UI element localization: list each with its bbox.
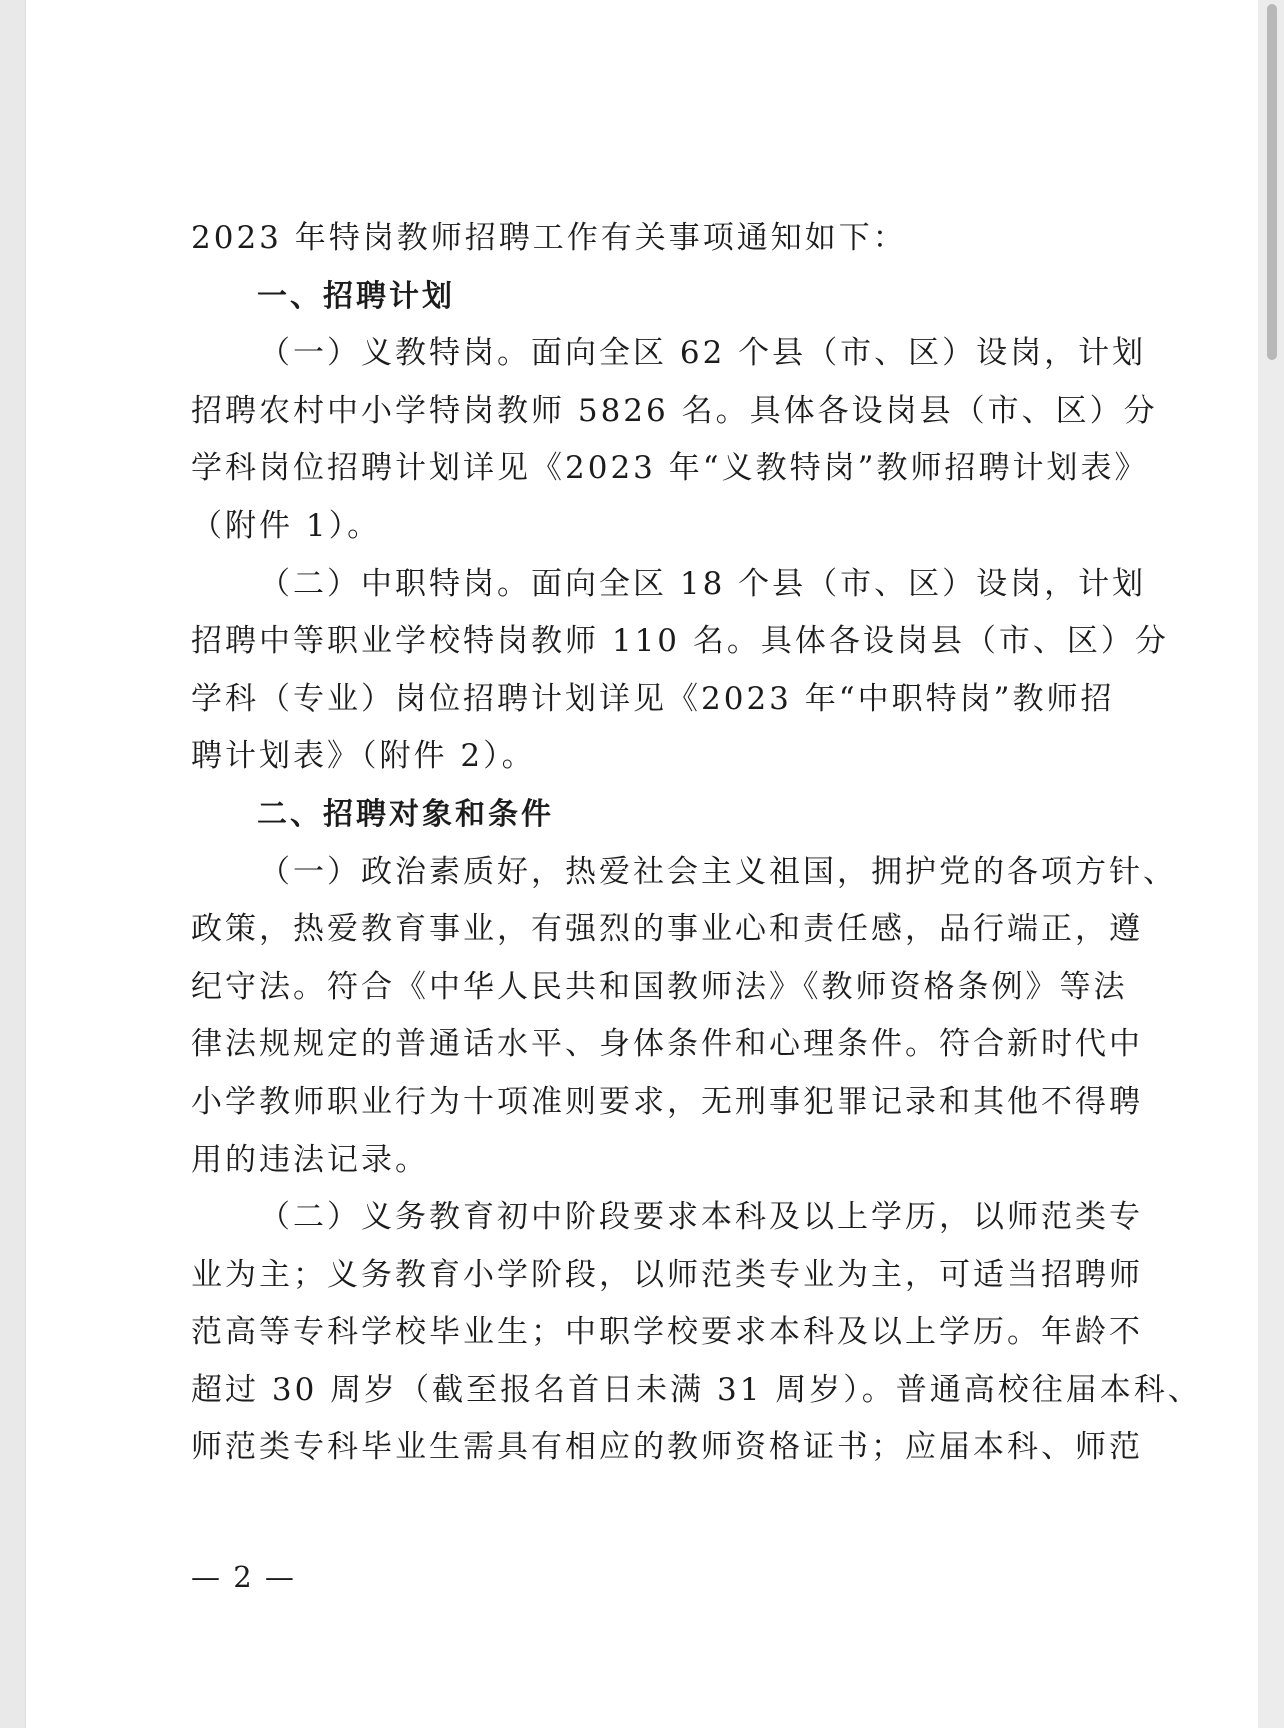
- section-2-para-1-line: 用的违法记录。: [191, 1141, 429, 1178]
- section-1-para-2-line: 聘计划表》（附件 2）。: [191, 738, 536, 775]
- section-1-para-1-line: 学科岗位招聘计划详见《2023 年“义教特岗”教师招聘计划表》: [191, 450, 1149, 487]
- section-1-para-1-line: 招聘农村中小学特岗教师 5826 名。具体各设岗县（市、区）分: [191, 392, 1158, 429]
- section-2-para-2-line: （二）义务教育初中阶段要求本科及以上学历，以师范类专: [259, 1199, 1143, 1236]
- section-1-para-1-line: （附件 1）。: [191, 507, 382, 544]
- vertical-scrollbar[interactable]: [1258, 0, 1284, 1728]
- section-2-heading: 二、招聘对象和条件: [257, 796, 554, 832]
- section-1-heading: 一、招聘计划: [257, 278, 455, 314]
- section-2-para-2-line: 业为主；义务教育小学阶段，以师范类专业为主，可适当招聘师: [191, 1256, 1143, 1293]
- section-2-para-2-line: 超过 30 周岁（截至报名首日未满 31 周岁）。普通高校往届本科、: [191, 1371, 1202, 1408]
- document-body: [191, 210, 1202, 1477]
- section-2-para-1-line: 小学教师职业行为十项准则要求，无刑事犯罪记录和其他不得聘: [191, 1083, 1143, 1120]
- page-number: — 2 —: [191, 1560, 296, 1594]
- section-2-para-1-line: （一）政治素质好，热爱社会主义祖国，拥护党的各项方针、: [259, 853, 1177, 890]
- scrollbar-thumb[interactable]: [1267, 4, 1277, 360]
- section-2-para-1-line: 律法规规定的普通话水平、身体条件和心理条件。符合新时代中: [191, 1026, 1143, 1063]
- section-1-para-2-line: 学科（专业）岗位招聘计划详见《2023 年“中职特岗”教师招: [191, 680, 1115, 717]
- section-2-para-2-line: 师范类专科毕业生需具有相应的教师资格证书；应届本科、师范: [191, 1429, 1143, 1466]
- section-1-para-2-line: （二）中职特岗。面向全区 18 个县（市、区）设岗，计划: [259, 565, 1147, 602]
- section-2-para-2-line: 范高等专科学校毕业生；中职学校要求本科及以上学历。年龄不: [191, 1314, 1143, 1351]
- section-2-para-1-line: 政策，热爱教育事业，有强烈的事业心和责任感，品行端正，遵: [191, 911, 1143, 948]
- section-1-para-1-line: （一）义教特岗。面向全区 62 个县（市、区）设岗，计划: [259, 335, 1147, 372]
- section-1-para-2-line: 招聘中等职业学校特岗教师 110 名。具体各设岗县（市、区）分: [191, 623, 1169, 660]
- intro-line: 2023 年特岗教师招聘工作有关事项通知如下：: [191, 220, 907, 256]
- section-2-para-1-line: 纪守法。符合《中华人民共和国教师法》《教师资格条例》等法: [191, 968, 1128, 1005]
